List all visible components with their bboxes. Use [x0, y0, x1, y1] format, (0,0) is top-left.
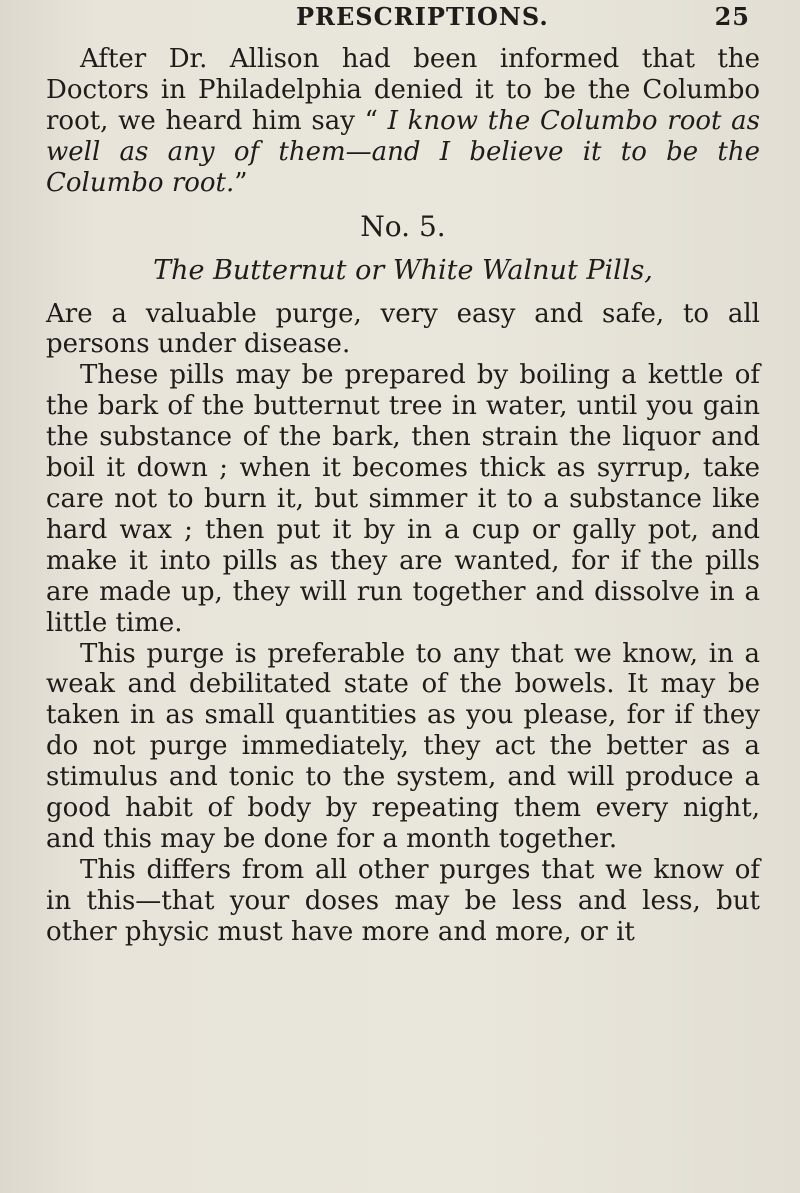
paragraph-allison-quote: I know the Columbo root as well as any of them—and I believe it to be the Columbo root. — [46, 105, 761, 198]
paragraph-intro: Are a valuable purge, very easy and safe, to all persons under disease. — [46, 298, 760, 360]
running-head — [46, 0, 760, 44]
section-title: The Butternut or White Walnut Pills, — [153, 254, 653, 286]
page-number: 25 — [714, 2, 750, 31]
paragraph-preferable: This purge is preferable to any that we know, in a weak and debilitated state of the bowels. It may be taken in as small quantities as you please, for if they do not purge immediately, they act the better as a stimulus and tonic to the system, and will produce a good habit of body by repeating them every night, and this may be done for a month together. — [46, 638, 760, 854]
paragraph-allison — [46, 44, 760, 199]
paragraph-allison-closing: ” — [234, 167, 248, 198]
paragraph-preparation: These pills may be prepared by boiling a kettle of the bark of the butternut tree in water, until you gain the substance of the bark, then strain the liquor and boil it down ; when it becomes thick as syrrup, take care not to burn it, but simmer it to a substance like hard wax ; then put it by in a cup or gally pot, and make it into pills as they are wanted, for if the pills are made up, they will run together and dissolve in a little time. — [46, 360, 760, 638]
section-number: No. 5. — [360, 209, 446, 243]
paragraph-differs: This differs from all other purges that we know of in this—that your doses may be less and less, but other physic must have more and more, or it — [46, 854, 760, 947]
paragraph-allison-text: After Dr. Allison had been informed that the Doctors in Philadelphia denied it to be the Columbo root, we heard him say “ — [46, 44, 760, 136]
running-title: PRESCRIPTIONS. — [296, 2, 549, 31]
